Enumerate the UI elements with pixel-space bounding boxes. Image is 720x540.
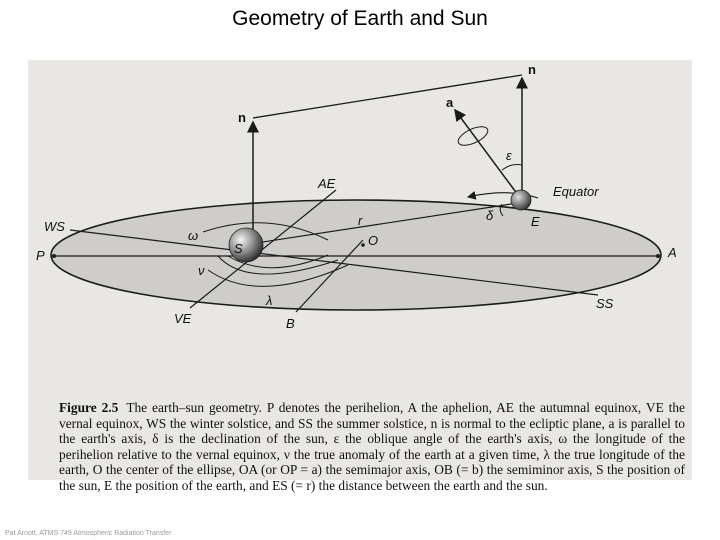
label-n-earth: n (528, 62, 536, 77)
label-r: r (358, 213, 363, 228)
label-ae: AE (318, 176, 336, 191)
label-ss: SS (596, 296, 614, 311)
epsilon-arc (502, 165, 522, 170)
figure-caption (59, 400, 685, 494)
label-nu: ν (198, 263, 205, 278)
label-epsilon: ε (506, 148, 512, 163)
normal-link-line (253, 75, 522, 118)
earth (511, 190, 531, 210)
figure-caption-text: The earth–sun geometry. P denotes the perihelion, A the aphelion, AE the autumnal equinox, VE the vernal equinox, WS the winter solstice, and SS the summer solstice, n is normal to the ecliptic plane, a is parallel to the earth's axis, δ is the declination of the sun, ε the oblique angle of the earth's axis, ω the longitude of the perihelion relative to the vernal equinox, ν the true anomaly of the earth at a given time, λ the true longitude of the earth, O the center of the ellipse, OA (or OP = a) the semimajor axis, OB (= b) the semiminor axis, S the position of the sun, E the position of the earth, and ES (= r) the distance between the earth and the sun. (59, 400, 685, 493)
label-ve: VE (174, 311, 192, 326)
label-a-aphelion: A (668, 245, 677, 260)
label-ws: WS (44, 219, 65, 234)
label-lambda: λ (266, 293, 273, 308)
label-b: B (286, 316, 295, 331)
label-o: O (368, 233, 379, 248)
label-e: E (531, 214, 540, 229)
footer-credit: Pat Arnott, ATMS 749 Atmospheric Radiation Transfer (5, 530, 172, 537)
slide-title: Geometry of Earth and Sun (232, 7, 488, 30)
label-n-sun: n (238, 110, 246, 125)
label-omega: ω (188, 228, 199, 243)
perihelion-point (52, 254, 56, 258)
orbit-ellipse (51, 200, 661, 310)
center-point (361, 243, 365, 247)
earth-sun-figure (28, 60, 692, 493)
label-a: a (446, 95, 454, 110)
label-equator: Equator (553, 184, 599, 199)
aphelion-point (656, 254, 660, 258)
rotation-loop (456, 123, 491, 149)
label-s: S (234, 241, 243, 256)
label-p: P (36, 248, 45, 263)
figure-number: Figure 2.5 (59, 400, 119, 415)
label-delta: δ (486, 208, 494, 223)
